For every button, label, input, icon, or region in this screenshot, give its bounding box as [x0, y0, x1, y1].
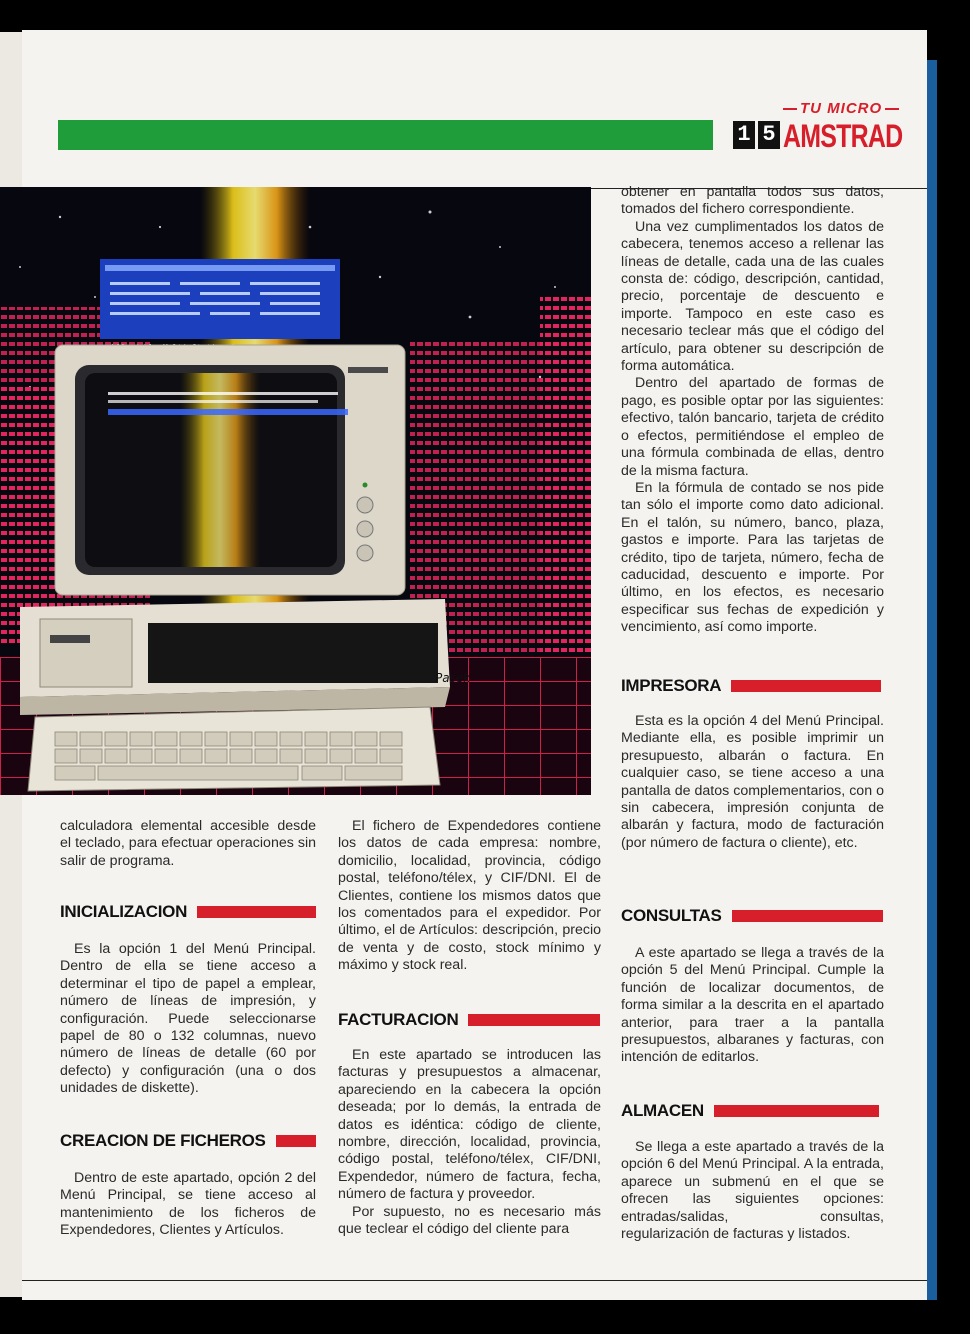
facturacion-paragraph-2: Por supuesto, no es necesario más que teclear el código del cliente para [338, 1203, 601, 1238]
impresora-paragraph: Esta es la opción 4 del Menú Principal. Mediante ella, es posible imprimir un presupuesto, albarán o factura. En cualquier caso, se tiene acceso a una pantalla de datos complementarios, con o sin cabecera, impresión conjunta de albarán y factura, modo de facturación (por número de factura o cliente), etc. [621, 713, 884, 851]
footer-rule [22, 1280, 927, 1281]
heading-red-bar [732, 910, 883, 922]
section-kicker: TU MICRO [780, 100, 902, 117]
creacion-ficheros-body [60, 1170, 316, 1240]
heading-red-bar [468, 1014, 600, 1026]
next-page-edge [927, 60, 937, 1300]
heading-almacen-text: ALMACEN [621, 1101, 704, 1120]
photographer-signature: Pasek [435, 671, 471, 685]
computer-photo [0, 187, 591, 795]
consultas-paragraph: A este apartado se llega a través de la opción 5 del Menú Principal. Cumple la función de localizar documentos, de forma similar a la descrita en el apartado anterior, para traer a la pantalla presupuestos, albaranes y facturas, con intención de editarlos. [621, 945, 884, 1066]
col3-paragraph-4: En la fórmula de contado se nos pide tan sólo el importe como dato adicional. En el talón, su número, banco, plaza, gastos e importe. Para las tarjetas de crédito, tipo de tarjeta, número, fecha de caducidad, descuento e importe. Por último, en los efectos, es necesario especificar sus fechas de expedición y vencimiento, así como importe. [621, 479, 884, 636]
header-green-bar [58, 120, 713, 150]
col3-paragraph-2: Una vez cumplimentados los datos de cabecera, tenemos acceso a rellenar las líneas de detalle, cada una de las cuales consta de: código, descripción, cantidad, precio, porcentaje de descuento e importe. Tampoco en este caso es necesario teclear más que el código del artículo, para obtener su descripción de forma automática. [621, 218, 884, 375]
heading-creacion-ficheros-text: CREACION DE FICHEROS [60, 1131, 266, 1150]
impresora-body [621, 713, 884, 852]
inicializacion-paragraph: Es la opción 1 del Menú Principal. Dentro de ella se tiene acceso a determinar el tipo de papel a emplear, número de líneas de impresión, y configuración. Puede seleccionarse papel de 80 o 132 columnas, nuevo número de líneas de detalle (60 por defecto) y configuración (una o dos unidades de diskette). [60, 941, 316, 1097]
heading-creacion-ficheros [60, 1131, 316, 1151]
heading-red-bar [276, 1135, 316, 1147]
brand-title: AMSTRAD [783, 118, 903, 154]
col3-intro [621, 184, 884, 637]
heading-red-bar [197, 906, 316, 918]
col1-intro [60, 818, 316, 870]
issue-digit-1: 1 [733, 121, 755, 149]
consultas-body [621, 945, 884, 1067]
col1-intro-paragraph: calculadora elemental accesible desde el teclado, para efectuar operaciones sin salir de programa. [60, 818, 316, 869]
heading-red-bar [731, 680, 881, 692]
inicializacion-body [60, 941, 316, 1098]
heading-facturacion-text: FACTURACION [338, 1010, 459, 1029]
almacen-body [621, 1139, 884, 1243]
col3-paragraph-3: Dentro del apartado de formas de pago, es posible optar por las siguientes: efectivo, talón bancario, tarjeta de crédito o efectos, permitiéndose el empleo de una fórmula combinada de ellas, dentro de la misma factura. [621, 375, 884, 479]
almacen-paragraph: Se llega a este apartado a través de la opción 6 del Menú Principal. A la entrada, aparece un submenú en el que se ofrecen las siguientes opciones: entradas/salidas, consultas, regularización de facturas y listados. [621, 1139, 884, 1243]
heading-impresora [621, 676, 881, 696]
col2-intro [338, 818, 601, 975]
col3-paragraph-1: obtener en pantalla todos sus datos, tomados del fichero correspondiente. [621, 184, 884, 218]
facturacion-body [338, 1047, 601, 1238]
heading-red-bar [714, 1105, 879, 1117]
heading-consultas-text: CONSULTAS [621, 906, 722, 925]
heading-almacen [621, 1101, 879, 1121]
issue-digit-2: 5 [758, 121, 780, 149]
heading-consultas [621, 906, 883, 926]
creacion-ficheros-paragraph: Dentro de este apartado, opción 2 del Menú Principal, se tiene acceso al mantenimiento de los ficheros de Expendedores, Clientes y Artículos. [60, 1170, 316, 1239]
heading-inicializacion-text: INICIALIZACION [60, 902, 188, 921]
heading-facturacion [338, 1010, 600, 1030]
facturacion-paragraph-1: En este apartado se introducen las facturas y presupuestos a almacenar, apareciendo en la cabecera la opción deseada; por lo demás, la entrada de datos es idéntica: código de cliente, nombre, dirección, localidad, provincia, código postal, teléfono/télex, CIF/DNI, Expendedor, número de factura, fecha, número de factura y proveedor. [338, 1047, 601, 1203]
col2-intro-paragraph: El fichero de Expendedores contiene los datos de cada empresa: nombre, domicilio, localidad, provincia, código postal, teléfono/télex, y CIF/DNI. El de Clientes, contiene los mismos datos que los comentados para el expedidor. Por último, el de Artículos: descripción, precio de venta y de costo, stock mínimo y máximo y stock real. [338, 818, 601, 974]
heading-impresora-text: IMPRESORA [621, 676, 722, 695]
heading-inicializacion [60, 902, 316, 922]
